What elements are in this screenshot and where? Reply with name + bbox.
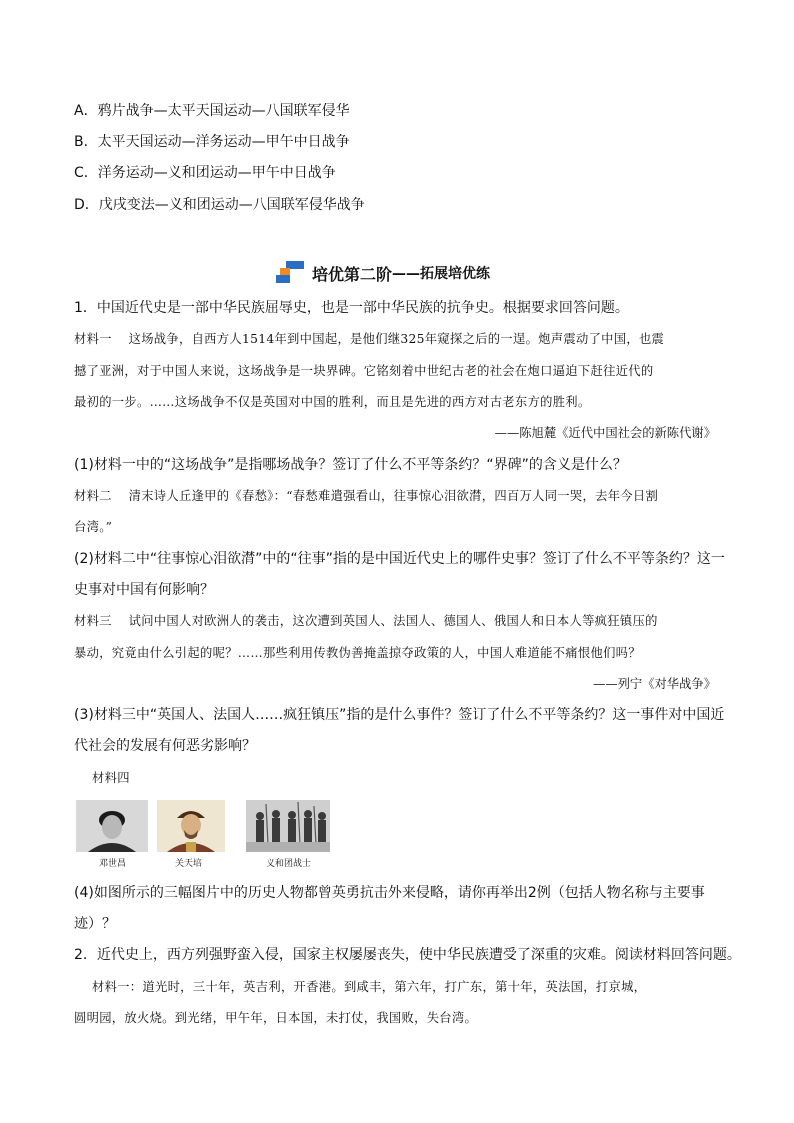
q1-material2-line: 材料二 清末诗人丘逢甲的《春愁》：“春愁难遣强看山，往事惊心泪欲潸，四百万人同一哭，去年今日割 — [74, 489, 659, 503]
q1-sub2-line: 史事对中国有何影响？ — [74, 582, 214, 598]
section-title-main: 培优第二阶 — [312, 264, 393, 284]
q1-material3-line: 暴动，究竟由什么引起的呢？……那些利用传教伪善掩盖掠夺政策的人，中国人难道能不痛恨他们吗？ — [74, 646, 641, 660]
option-b: B．太平天国运动—洋务运动—甲午中日战争 — [74, 134, 350, 150]
q1-material1-source: ——陈旭麓《近代中国社会的新陈代谢》 — [494, 426, 716, 440]
q2-material1-line: 材料一：道光时，三十年，英吉利，开香港。到咸丰，第六年，打广东，第十年，英法国，打京城， — [92, 980, 647, 994]
q1-sub2-line: (2)材料二中“往事惊心泪欲潸”中的“往事”指的是中国近代史上的哪件史事？签订了什么不平等条约？这一 — [74, 551, 725, 567]
q1-material1-line: 撼了亚洲，对于中国人来说，这场战争是一块界碑。它铭刻着中世纪古老的社会在炮口逼迫下赶往近代的 — [74, 364, 654, 378]
q1-material2-line: 台湾。” — [74, 520, 113, 534]
q1-intro: 1．中国近代史是一部中华民族屈辱史，也是一部中华民族的抗争史。根据要求回答问题。 — [74, 300, 629, 316]
photo-boxer-fighters — [246, 800, 330, 852]
option-d: D．戊戌变法—义和团运动—八国联军侵华战争 — [74, 197, 365, 213]
q1-sub4-line: 迹）？ — [74, 916, 116, 932]
section-icon — [276, 261, 304, 285]
portrait-guan-tianpei — [157, 800, 225, 852]
q1-material3-source: ——列宁《对华战争》 — [593, 677, 716, 691]
q1-material1-line: 材料一 这场战争，自西方人1514年到中国起，是他们继325年窥探之后的一逞。炮声震动了中国，也震 — [74, 332, 665, 346]
portrait-deng-shichang — [76, 800, 148, 852]
option-a: A．鸦片战争—太平天国运动—八国联军侵华 — [74, 103, 350, 119]
section-title-sub: ——拓展培优练 — [392, 266, 491, 282]
q1-sub1: (1)材料一中的“这场战争”是指哪场战争？签订了什么不平等条约？“界碑”的含义是什么？ — [74, 457, 627, 473]
section-title — [276, 258, 490, 288]
option-c: C．洋务运动—义和团运动—甲午中日战争 — [74, 165, 336, 181]
caption-guan-tianpei: 关天培 — [175, 859, 203, 869]
q1-sub3-line: (3)材料三中“英国人、法国人……疯狂镇压”指的是什么事件？签订了什么不平等条约？这一事件对中国近 — [74, 707, 725, 723]
q1-material3-line: 材料三 试问中国人对欧洲人的袭击，这次遭到英国人、法国人、德国人、俄国人和日本人等疯狂镇压的 — [74, 614, 658, 628]
q1-material4-label: 材料四 — [92, 771, 130, 785]
caption-boxer-fighters: 义和团战士 — [266, 859, 312, 869]
q1-sub4-line: (4)如图所示的三幅图片中的历史人物都曾英勇抗击外来侵略，请你再举出2例（包括人物名称与主要事 — [74, 885, 705, 901]
q1-material1-line: 最初的一步。……这场战争不仅是英国对中国的胜利，而且是先进的西方对古老东方的胜利。 — [74, 395, 591, 409]
q2-material1-line: 圆明园，放火烧。到光绪，甲午年，日本国，未打仗，我国败，失台湾。 — [74, 1011, 478, 1025]
caption-deng-shichang: 邓世昌 — [99, 859, 127, 869]
q1-sub3-line: 代社会的发展有何恶劣影响？ — [74, 738, 256, 754]
q2-intro: 2．近代史上，西方列强野蛮入侵，国家主权屡屡丧失，使中华民族遭受了深重的灾难。阅读材料回答问题。 — [74, 947, 741, 963]
